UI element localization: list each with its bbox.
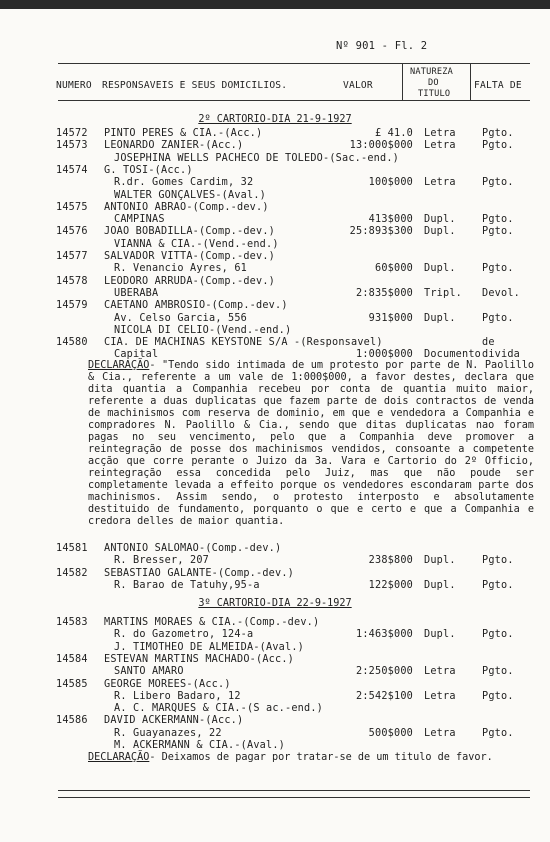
entry-valor: 2:542$100 xyxy=(355,690,413,702)
entry-number: 14585 xyxy=(56,678,88,690)
entry-text: WALTER GONÇALVES-(Aval.) xyxy=(114,189,267,201)
entry-natureza: Dupl. xyxy=(424,555,456,567)
entry-valor: 25:893$300 xyxy=(349,226,413,238)
entry-falta: Pgto. xyxy=(482,629,514,641)
entry-text: ANTONIO ABRAO-(Comp.-dev.) xyxy=(104,201,269,213)
entry-text: R. Bresser, 207 xyxy=(114,555,210,567)
header-bottom-rule xyxy=(58,100,530,101)
entry-text: DAVID ACKERMANN-(Acc.) xyxy=(104,715,244,727)
entry-falta: Pgto. xyxy=(482,177,514,189)
entry-text: CAMPINAS xyxy=(114,214,165,226)
declaracao-2-text: - Deixamos de pagar por tratar-se de um titulo de favor. xyxy=(149,752,493,763)
declaracao-1 xyxy=(88,360,534,528)
entry-text: JOSEPHINA WELLS PACHECO DE TOLEDO-(Sac.-end.) xyxy=(114,152,400,164)
declaracao-2-label: DECLARAÇÃO xyxy=(88,752,150,763)
entry-natureza: Letra xyxy=(424,690,456,702)
entry-number: 14582 xyxy=(56,567,88,579)
entry-number: 14581 xyxy=(56,543,88,554)
entry-natureza: Dupl. xyxy=(424,629,456,641)
entry-valor: 60$000 xyxy=(374,263,413,275)
entry-valor: 238$800 xyxy=(368,555,413,567)
entry-text: VIANNA & CIA.-(Vend.-end.) xyxy=(114,238,279,250)
entry-valor: 122$000 xyxy=(368,579,413,591)
entry-natureza: Dupl. xyxy=(424,214,456,226)
entry-valor: 100$000 xyxy=(368,177,413,189)
entry-valor: 1:000$000 xyxy=(355,349,413,361)
footer-rule-2 xyxy=(58,797,530,798)
entry-number: 14576 xyxy=(56,226,88,238)
entry-number: 14584 xyxy=(56,653,88,665)
entry-falta: Devol. xyxy=(482,287,521,299)
entry-text: G. TOSI-(Acc.) xyxy=(104,164,193,176)
page-label: Nº 901 - Fl. 2 xyxy=(336,40,428,52)
entry-natureza: Letra xyxy=(424,177,456,189)
entry-falta: Pgto. xyxy=(482,128,514,139)
entry-text: Av. Celso Garcia, 556 xyxy=(114,312,248,324)
entry-natureza: Letra xyxy=(424,666,456,678)
entry-falta: divida xyxy=(482,349,521,361)
col-numero: NUMERO xyxy=(56,80,92,91)
entry-valor: 500$000 xyxy=(368,727,413,739)
entry-text: R. Libero Badaro, 12 xyxy=(114,690,241,702)
entry-falta: Pgto. xyxy=(482,263,514,275)
entry-natureza: Dupl. xyxy=(424,579,456,591)
declaracao-1-text: - "Tendo sido intimada de um protesto por parte de N. Paolillo & Cia., referente a um vale de 1:000$000, a favor destes, declara que dita quantia a Companhia recebeu por conta de quantia muito maior, referente a duas duplicatas que fazem parte de dois contractos de venda de machinismos com reserva de dominio, em que e vendedora a Companhia e compradores N. Paolillo & Cia., sendo que ditas duplicatas nao foram pagas no seu vencimento, pelo que a Companhia deve promover a reintegração de posse dos machinismos vendidos, consoante a competente acção que corre perante o Juizo da 3a. Vara e Cartorio do 2º Officio, reintegração essa concedida pelo Juiz, mas que não poude ser completamente levada a effeito porque os vendedores escondaram parte dos machinismos. Assim sendo, o protesto interposto e absolutamente destituido de fundamento, porquanto o que e certo e que a Companhia e credora delles de maior quantia. xyxy=(88,360,534,527)
section-header-3-cartorio xyxy=(0,598,550,609)
entry-text: R. Guayanazes, 22 xyxy=(114,727,222,739)
entry-number: 14586 xyxy=(56,715,88,727)
entry-text: NICOLA DI CELIO-(Vend.-end.) xyxy=(114,324,292,336)
col-natureza-1: NATUREZA xyxy=(410,67,453,77)
entry-natureza: Letra xyxy=(424,727,456,739)
entry-number: 14579 xyxy=(56,300,88,312)
entry-number: 14583 xyxy=(56,617,88,628)
entry-falta: de xyxy=(482,337,495,349)
entry-text: SEBASTIAO GALANTE-(Comp.-dev.) xyxy=(104,567,295,579)
entry-number: 14575 xyxy=(56,201,88,213)
entry-valor: 2:250$000 xyxy=(355,666,413,678)
header-top-rule xyxy=(58,63,530,64)
scan-top-edge xyxy=(0,0,550,9)
entry-natureza: Dupl. xyxy=(424,263,456,275)
entry-natureza: Documento xyxy=(424,349,482,361)
entry-text: ESTEVAN MARTINS MACHADO-(Acc.) xyxy=(104,653,295,665)
entry-text: M. ACKERMANN & CIA.-(Aval.) xyxy=(114,740,286,751)
footer-rule xyxy=(58,790,530,791)
entry-falta: Pgto. xyxy=(482,226,514,238)
entry-natureza: Dupl. xyxy=(424,312,456,324)
entry-valor: 931$000 xyxy=(368,312,413,324)
col-falta: FALTA DE xyxy=(474,80,522,91)
entry-text: R. do Gazometro, 124-a xyxy=(114,629,254,641)
entry-falta: Pgto. xyxy=(482,214,514,226)
entry-text: CIA. DE MACHINAS KEYSTONE S/A -(Responsavel) xyxy=(104,337,383,349)
entry-text: CAETANO AMBROSIO-(Comp.-dev.) xyxy=(104,300,288,312)
entry-natureza: Tripl. xyxy=(424,287,463,299)
declaracao-2 xyxy=(88,752,534,764)
entry-text: R.dr. Gomes Cardim, 32 xyxy=(114,177,254,189)
entry-text: R. Venancio Ayres, 61 xyxy=(114,263,248,275)
entry-text: A. C. MARQUES & CIA.-(S ac.-end.) xyxy=(114,703,324,715)
entry-number: 14574 xyxy=(56,164,88,176)
col-natureza-2: DO xyxy=(428,78,439,88)
section-title-2: 3º CARTORIO-DIA 22-9-1927 xyxy=(198,598,352,609)
entry-falta: Pgto. xyxy=(482,555,514,567)
entry-natureza: Dupl. xyxy=(424,226,456,238)
entry-valor: 13:000$000 xyxy=(349,140,413,152)
entry-number: 14577 xyxy=(56,251,88,262)
entry-text: R. Barao de Tatuhy,95-a xyxy=(114,579,260,591)
entry-falta: Pgto. xyxy=(482,690,514,702)
entry-falta: Pgto. xyxy=(482,666,514,678)
entry-text: LEODORO ARRUDA-(Comp.-dev.) xyxy=(104,275,276,287)
col-natureza-3: TITULO xyxy=(418,89,451,99)
entry-number: 14572 xyxy=(56,128,88,139)
entry-falta: Pgto. xyxy=(482,727,514,739)
section-header-2-cartorio xyxy=(0,114,550,125)
entry-text: Capital xyxy=(114,349,159,361)
entry-falta: Pgto. xyxy=(482,312,514,324)
entry-text: GEORGE MOREES-(Acc.) xyxy=(104,678,231,690)
entry-text: LEONARDO ZANIER-(Acc.) xyxy=(104,140,244,152)
entry-valor: £ 41.0 xyxy=(374,128,413,139)
declaracao-1-label: DECLARAÇÃO xyxy=(88,360,150,371)
col-responsaveis: RESPONSAVEIS E SEUS DOMICILIOS. xyxy=(102,80,288,91)
entry-valor: 1:463$000 xyxy=(355,629,413,641)
entry-text: JOAO BOBADILLA-(Comp.-dev.) xyxy=(104,226,276,238)
entry-text: SALVADOR VITTA-(Comp.-dev.) xyxy=(104,251,276,262)
entry-falta: Pgto. xyxy=(482,579,514,591)
entry-valor: 2:835$000 xyxy=(355,287,413,299)
entry-number: 14580 xyxy=(56,337,88,349)
entry-text: ANTONIO SALOMAO-(Comp.-dev.) xyxy=(104,543,282,554)
header-divider-2 xyxy=(470,63,471,100)
header-divider-1 xyxy=(402,63,403,100)
entry-text: PINTO PERES & CIA.-(Acc.) xyxy=(104,128,263,139)
entry-text: UBERABA xyxy=(114,287,159,299)
entry-number: 14578 xyxy=(56,275,88,287)
entry-text: MARTINS MORAES & CIA.-(Comp.-dev.) xyxy=(104,617,320,628)
entry-natureza: Letra xyxy=(424,128,456,139)
entry-text: SANTO AMARO xyxy=(114,666,184,678)
entry-number: 14573 xyxy=(56,140,88,152)
col-valor: VALOR xyxy=(343,80,373,91)
entry-natureza: Letra xyxy=(424,140,456,152)
section-title: 2º CARTORIO-DIA 21-9-1927 xyxy=(198,114,352,125)
entry-valor: 413$000 xyxy=(368,214,413,226)
entry-falta: Pgto. xyxy=(482,140,514,152)
entry-text: J. TIMOTHEO DE ALMEIDA-(Aval.) xyxy=(114,641,305,653)
